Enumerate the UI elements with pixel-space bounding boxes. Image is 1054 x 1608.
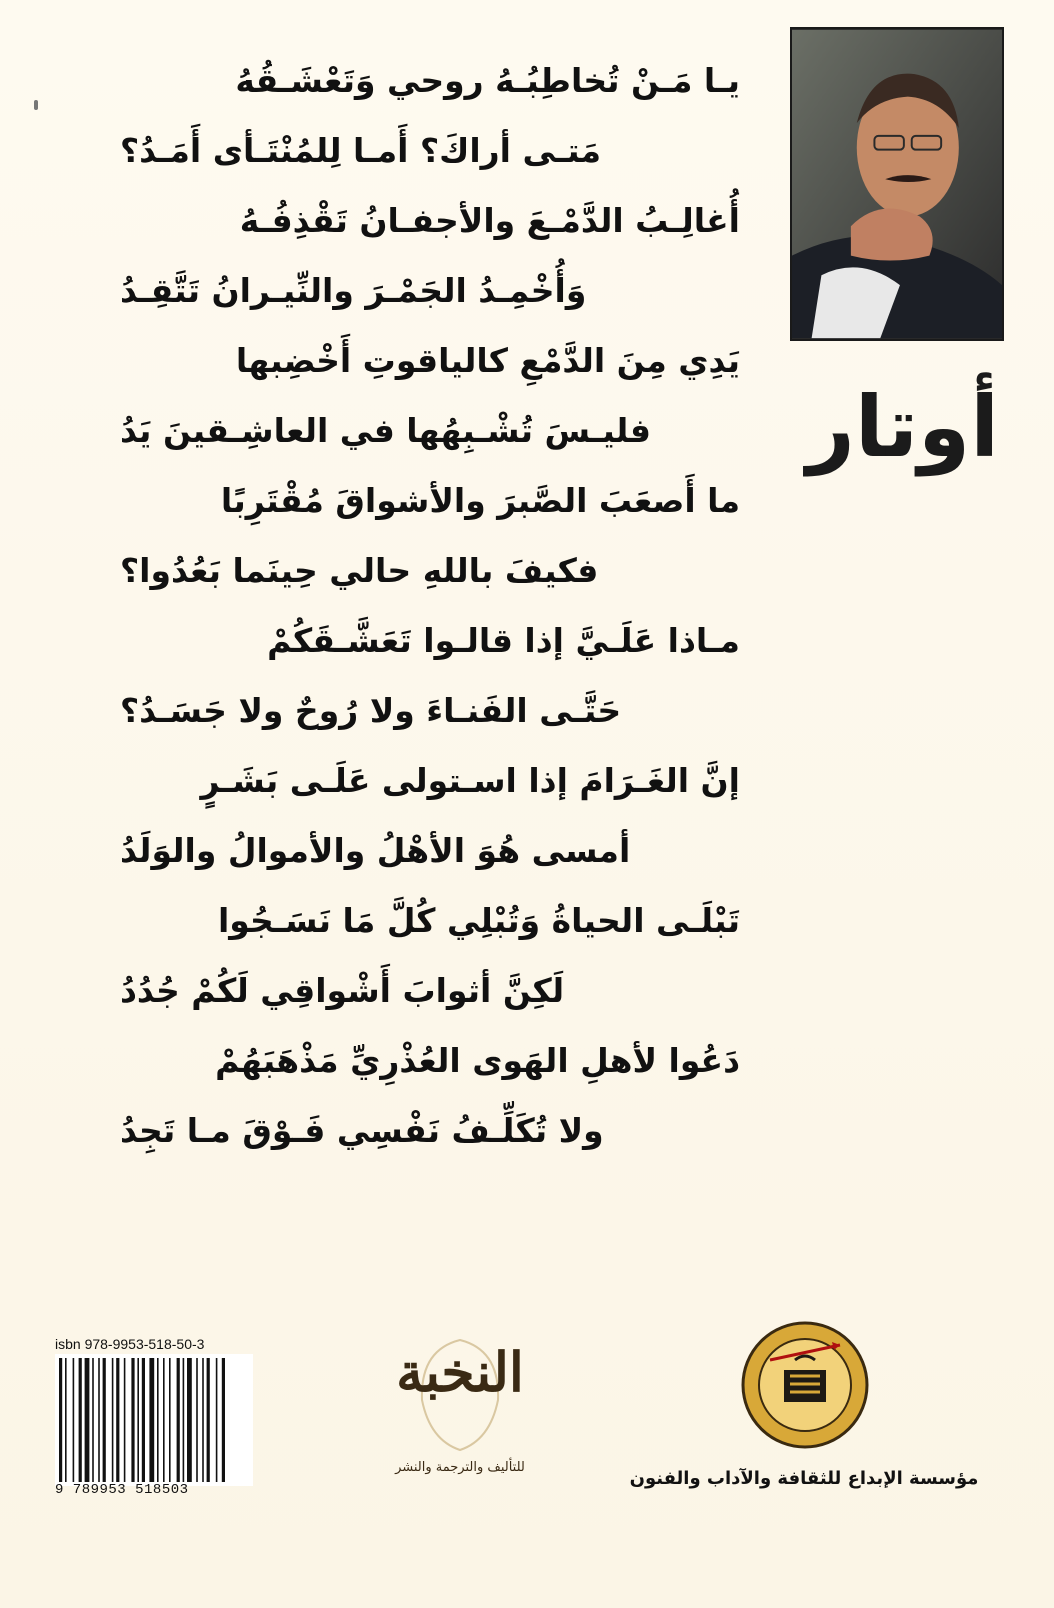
couplet (60, 760, 740, 872)
barcode-bar (169, 1358, 171, 1482)
verse-line: يَدِي مِنَ الدَّمْعِ كالياقوتِ أَخْضِبها (235, 341, 740, 380)
ibdaa-seal-icon (740, 1320, 870, 1450)
barcode-bar (196, 1358, 198, 1482)
barcode-digits: 9 789953 518503 (55, 1482, 189, 1498)
barcode-bar (103, 1358, 106, 1482)
couplet (60, 200, 740, 312)
couplet (60, 340, 740, 452)
barcode-bar (131, 1358, 134, 1482)
barcode-bar (177, 1358, 180, 1482)
verse-line: ما أَصعَبَ الصَّبرَ والأشواقَ مُقْتَرِبًا (220, 481, 740, 520)
barcode-bar (157, 1358, 159, 1482)
ibdaa-caption: مؤسسة الإبداع للثقافة والآداب والفنون (629, 1468, 979, 1489)
barcode-bar (65, 1358, 67, 1482)
barcode-bar (124, 1358, 126, 1482)
isbn-label: isbn 978-9953-518-50-3 (55, 1336, 205, 1352)
poem (60, 60, 740, 1180)
verse-line: فكيفَ باللهِ حالي حِينَما بَعُدُوا؟ (120, 551, 599, 590)
verse-line: إنَّ الغَـرَامَ إذا اسـتولى عَلَـى بَشَـرٍ (200, 761, 740, 800)
speck (34, 100, 38, 110)
barcode-bar (85, 1358, 90, 1482)
verse-line: تَبْلَـى الحياةُ وَتُبْلِي كُلَّ مَا نَسَـجُوا (217, 901, 740, 940)
barcode-bar (116, 1358, 119, 1482)
verse-line: وَأُخْمِـدُ الجَمْـرَ والنِّيـرانُ تَتَّقِـدُ (120, 271, 587, 310)
barcode-bar (163, 1358, 165, 1482)
nukhba-subtitle: للتأليف والترجمة والنشر (395, 1460, 525, 1475)
verse-line: أُغالِـبُ الدَّمْـعَ والأجفـانُ تَقْذِفُـهُ (239, 201, 740, 240)
verse-line: يـا مَـنْ تُخاطِبُـهُ روحي وَتَعْشَـقُهُ (235, 61, 740, 100)
barcode-bar (137, 1358, 139, 1482)
barcode-bar (98, 1358, 100, 1482)
barcode-bar (73, 1358, 75, 1482)
book-title: أوتار (806, 378, 999, 476)
barcode-bar (216, 1358, 218, 1482)
couplet (60, 60, 740, 172)
verse-line: مـاذا عَلَـيَّ إذا قالـوا تَعَشَّـقَكُمْ (267, 621, 740, 660)
couplet (60, 900, 740, 1012)
barcode-bar (79, 1358, 82, 1482)
verse-line: لَكِنَّ أثوابَ أَشْواقِي لَكُمْ جُدُدُ (120, 971, 565, 1010)
barcode-bar (112, 1358, 114, 1482)
barcode-bar (142, 1358, 145, 1482)
barcode-bar (149, 1358, 154, 1482)
couplet (60, 480, 740, 592)
verse-line: أمسى هُوَ الأهْلُ والأموالُ والوَلَدُ (120, 831, 631, 870)
couplet (60, 620, 740, 732)
barcode-bar (92, 1358, 94, 1482)
barcode-bar (202, 1358, 204, 1482)
barcode-bar (222, 1358, 225, 1482)
verse-line: حَتَّـى الفَنـاءَ ولا رُوحٌ ولا جَسَـدُ؟ (120, 691, 622, 730)
nukhba-wordmark: النخبة (396, 1340, 524, 1404)
barcode-bar (207, 1358, 210, 1482)
verse-line: دَعُوا لأهلِ الهَوى العُذْرِيِّ مَذْهَبَهُمْ (215, 1041, 740, 1080)
author-photo (790, 27, 1004, 341)
barcode-bar (183, 1358, 185, 1482)
couplet (60, 1040, 740, 1152)
barcode-bar (187, 1358, 192, 1482)
barcode-bar (59, 1358, 62, 1482)
verse-line: مَتـى أراكَ؟ أَمـا لِلمُنْتَـأى أَمَـدُ؟ (120, 131, 602, 170)
verse-line: فليـسَ تُشْـبِهُها في العاشِـقينَ يَدُ (120, 411, 651, 450)
barcode (55, 1354, 253, 1486)
verse-line: ولا تُكَلِّـفُ نَفْسِي فَـوْقَ مـا تَجِدُ (120, 1111, 604, 1150)
